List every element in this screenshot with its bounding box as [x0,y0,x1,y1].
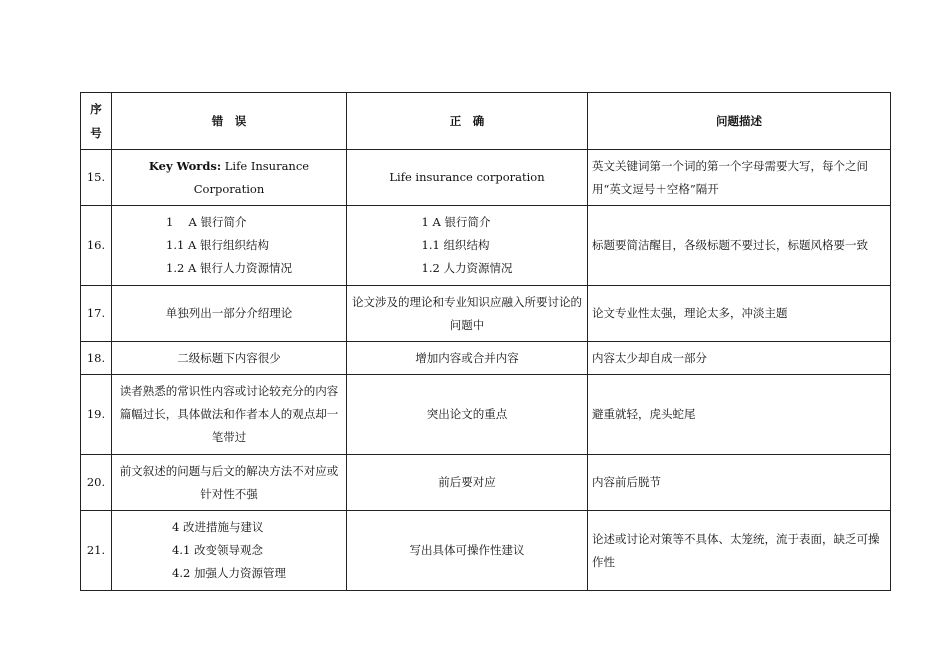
heading-line: 1.2 A 银行人力资源情况 [166,261,292,275]
heading-line: 4.1 改变领导观念 [172,543,263,557]
row-wrong [112,206,347,286]
heading-line: 4 改进措施与建议 [172,520,264,534]
heading-line: 1.2 人力资源情况 [421,261,513,275]
header-seq-line2: 号 [90,126,102,140]
header-seq-line1: 序 [90,102,102,116]
row-wrong: 读者熟悉的常识性内容或讨论较充分的内容篇幅过长，具体做法和作者本人的观点却一笔带过 [112,375,347,455]
row-number: 15. [81,150,112,206]
row-correct [347,206,588,286]
row-wrong: 二级标题下内容很少 [112,342,347,375]
table-header-row [81,93,891,150]
wrong-heading-list [166,211,292,280]
row-correct: Life insurance corporation [347,150,588,206]
table-row [81,511,891,591]
table-row [81,375,891,455]
row-description: 内容前后脱节 [588,455,891,511]
row-description: 论述或讨论对策等不具体、太笼统，流于表面，缺乏可操作性 [588,511,891,591]
row-wrong [112,511,347,591]
header-correct: 正 确 [347,93,588,150]
row-correct: 前后要对应 [347,455,588,511]
heading-line: 1 A 银行简介 [166,215,247,229]
row-correct: 突出论文的重点 [347,375,588,455]
errata-table [80,92,891,591]
row-number: 16. [81,206,112,286]
correct-heading-list [422,211,513,280]
header-description: 问题描述 [588,93,891,150]
header-seq [81,93,112,150]
table-row [81,206,891,286]
row-description: 论文专业性太强，理论太多，冲淡主题 [588,286,891,342]
header-wrong: 错 误 [112,93,347,150]
keywords-label: Key Words: [148,158,222,173]
table-row [81,286,891,342]
heading-line: 1.1 组织结构 [421,238,490,252]
row-description: 避重就轻，虎头蛇尾 [588,375,891,455]
row-number: 20. [81,455,112,511]
row-number: 18. [81,342,112,375]
row-number: 17. [81,286,112,342]
row-description: 英文关键词第一个词的第一个字母需要大写，每个之间用“英文逗号＋空格”隔开 [588,150,891,206]
row-number: 21. [81,511,112,591]
row-correct: 论文涉及的理论和专业知识应融入所要讨论的问题中 [347,286,588,342]
heading-line: 1.1 A 银行组织结构 [166,238,269,252]
heading-line: 1 A 银行简介 [421,215,491,229]
row-wrong: 单独列出一部分介绍理论 [112,286,347,342]
row-wrong: 前文叙述的问题与后文的解决方法不对应或针对性不强 [112,455,347,511]
keywords-value: Life Insurance Corporation [193,158,310,196]
table-row [81,150,891,206]
heading-line: 4.2 加强人力资源管理 [172,566,286,580]
table-row [81,342,891,375]
row-description: 标题要简洁醒目，各级标题不要过长，标题风格要一致 [588,206,891,286]
table-row [81,455,891,511]
row-number: 19. [81,375,112,455]
row-correct: 写出具体可操作性建议 [347,511,588,591]
row-wrong [112,150,347,206]
wrong-heading-list [172,516,286,585]
row-correct: 增加内容或合并内容 [347,342,588,375]
row-description: 内容太少却自成一部分 [588,342,891,375]
